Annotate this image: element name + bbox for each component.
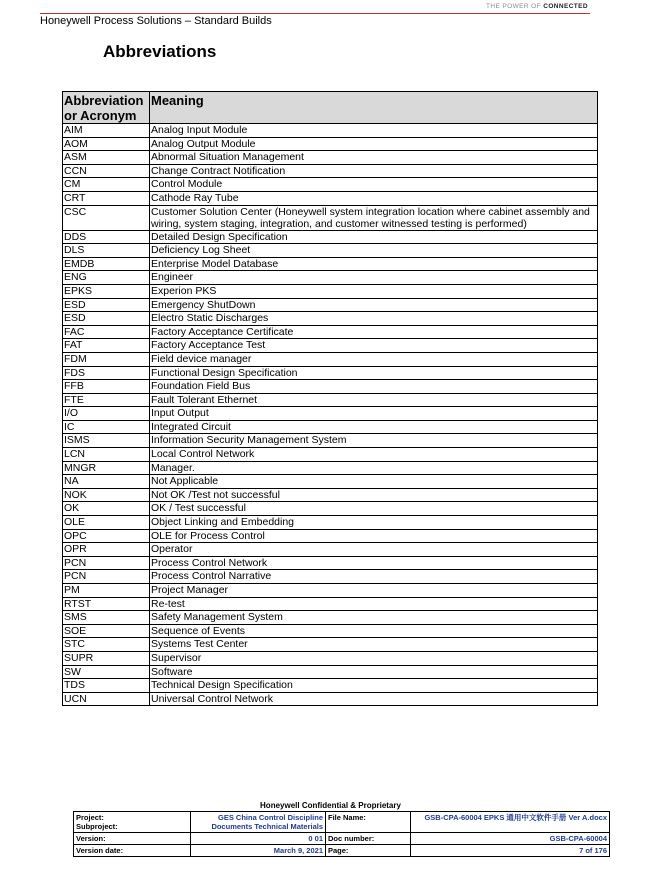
table-row — [63, 325, 598, 339]
meaning-cell: Factory Acceptance Certificate — [150, 325, 598, 339]
project-label: Project: — [76, 813, 104, 822]
abbreviation-cell: ESD — [63, 298, 150, 312]
abbreviation-cell: PM — [63, 584, 150, 598]
abbreviation-cell: IC — [63, 420, 150, 434]
table-row — [63, 434, 598, 448]
meaning-cell: Input Output — [150, 407, 598, 421]
page-value: 7 of 176 — [411, 845, 610, 857]
abbreviation-cell: SMS — [63, 611, 150, 625]
table-row — [63, 151, 598, 165]
meaning-cell: Emergency ShutDown — [150, 298, 598, 312]
abbreviation-cell: SOE — [63, 624, 150, 638]
meaning-cell: Systems Test Center — [150, 638, 598, 652]
abbreviation-cell: FFB — [63, 380, 150, 394]
doc-number-label: Doc number: — [326, 833, 411, 845]
abbreviation-cell: I/O — [63, 407, 150, 421]
abbreviation-cell: LCN — [63, 448, 150, 462]
table-row — [63, 244, 598, 258]
meaning-cell: Functional Design Specification — [150, 366, 598, 380]
table-row — [63, 339, 598, 353]
version-value: 0 01 — [191, 833, 326, 845]
table-row — [63, 352, 598, 366]
table-row — [63, 570, 598, 584]
brand-tagline — [486, 3, 588, 10]
meaning-cell: Fault Tolerant Ethernet — [150, 393, 598, 407]
meaning-cell: Universal Control Network — [150, 692, 598, 706]
abbreviation-cell: FAC — [63, 325, 150, 339]
table-row — [63, 529, 598, 543]
abbreviation-cell: CM — [63, 178, 150, 192]
doc-number-value: GSB-CPA-60004 — [411, 833, 610, 845]
table-row — [63, 380, 598, 394]
abbreviation-cell: OPC — [63, 529, 150, 543]
header-meaning: Meaning — [150, 92, 598, 124]
meaning-cell: Change Contract Notification — [150, 164, 598, 178]
meaning-cell: Abnormal Situation Management — [150, 151, 598, 165]
table-row — [63, 597, 598, 611]
table-row — [63, 407, 598, 421]
table-row — [63, 624, 598, 638]
table-row — [63, 271, 598, 285]
meaning-cell: Not OK /Test not successful — [150, 488, 598, 502]
table-row — [63, 178, 598, 192]
table-row — [63, 516, 598, 530]
version-date-label: Version date: — [74, 845, 191, 857]
abbreviation-cell: CCN — [63, 164, 150, 178]
abbreviation-cell: OPR — [63, 543, 150, 557]
abbreviation-cell: UCN — [63, 692, 150, 706]
table-row — [63, 611, 598, 625]
table-row — [63, 692, 598, 706]
meaning-cell: Not Applicable — [150, 475, 598, 489]
meaning-cell: Re-test — [150, 597, 598, 611]
abbreviation-cell: OK — [63, 502, 150, 516]
meaning-cell: Enterprise Model Database — [150, 257, 598, 271]
meaning-cell: Process Control Network — [150, 556, 598, 570]
project-value: GES China Control Discipline Documents Technical Materials — [191, 812, 326, 833]
table-row — [63, 191, 598, 205]
abbreviation-cell: STC — [63, 638, 150, 652]
table-row — [63, 257, 598, 271]
table-row — [63, 164, 598, 178]
file-name-label: File Name: — [326, 812, 411, 833]
header-abbreviation: Abbreviation or Acronym — [63, 92, 150, 124]
table-row — [63, 205, 598, 230]
meaning-cell: Safety Management System — [150, 611, 598, 625]
subproject-label: Subproject: — [76, 822, 118, 831]
meaning-cell: Manager. — [150, 461, 598, 475]
table-row — [63, 461, 598, 475]
meaning-cell: Foundation Field Bus — [150, 380, 598, 394]
header-divider — [40, 13, 590, 14]
abbreviation-cell: CRT — [63, 191, 150, 205]
table-row — [63, 448, 598, 462]
meaning-cell: Technical Design Specification — [150, 679, 598, 693]
table-row — [63, 366, 598, 380]
abbreviation-cell: NOK — [63, 488, 150, 502]
meaning-cell: Project Manager — [150, 584, 598, 598]
file-name-value: GSB-CPA-60004 EPKS 通用中文软件手册 Ver A.docx — [411, 812, 610, 833]
abbreviation-cell: SUPR — [63, 651, 150, 665]
page-label: Page: — [326, 845, 411, 857]
meaning-cell: Sequence of Events — [150, 624, 598, 638]
abbreviation-cell: MNGR — [63, 461, 150, 475]
meaning-cell: Customer Solution Center (Honeywell system integration location where cabinet assembly and wiring, system staging, integration, and customer witnessed testing is performed) — [150, 205, 598, 230]
meaning-cell: Analog Input Module — [150, 124, 598, 138]
meaning-cell: OK / Test successful — [150, 502, 598, 516]
meaning-cell: OLE for Process Control — [150, 529, 598, 543]
meaning-cell: Supervisor — [150, 651, 598, 665]
meaning-cell: Experion PKS — [150, 284, 598, 298]
version-date-value: March 9, 2021 — [191, 845, 326, 857]
table-row — [63, 651, 598, 665]
table-row — [63, 502, 598, 516]
abbreviation-cell: FAT — [63, 339, 150, 353]
table-row — [63, 679, 598, 693]
abbreviation-cell: FDM — [63, 352, 150, 366]
version-label: Version: — [74, 833, 191, 845]
abbreviation-cell: ESD — [63, 312, 150, 326]
abbreviation-cell: DDS — [63, 230, 150, 244]
meaning-cell: Operator — [150, 543, 598, 557]
abbreviation-cell: CSC — [63, 205, 150, 230]
meaning-cell: Deficiency Log Sheet — [150, 244, 598, 258]
meaning-cell: Information Security Management System — [150, 434, 598, 448]
table-row — [63, 665, 598, 679]
footer-table — [73, 811, 610, 857]
meaning-cell: Electro Static Discharges — [150, 312, 598, 326]
confidential-notice: Honeywell Confidential & Proprietary — [260, 801, 401, 810]
table-header-row — [63, 92, 598, 124]
abbreviation-cell: SW — [63, 665, 150, 679]
meaning-cell: Field device manager — [150, 352, 598, 366]
meaning-cell: Integrated Circuit — [150, 420, 598, 434]
table-body — [63, 124, 598, 706]
table-row — [63, 488, 598, 502]
table-row — [63, 137, 598, 151]
abbreviation-cell: EPKS — [63, 284, 150, 298]
abbreviation-cell: PCN — [63, 556, 150, 570]
table-row — [63, 556, 598, 570]
abbreviations-table — [62, 91, 598, 706]
abbreviation-cell: FDS — [63, 366, 150, 380]
meaning-cell: Engineer — [150, 271, 598, 285]
meaning-cell: Object Linking and Embedding — [150, 516, 598, 530]
page-title: Abbreviations — [103, 42, 217, 61]
abbreviation-cell: DLS — [63, 244, 150, 258]
table-row — [63, 475, 598, 489]
meaning-cell: Software — [150, 665, 598, 679]
meaning-cell: Process Control Narrative — [150, 570, 598, 584]
meaning-cell: Analog Output Module — [150, 137, 598, 151]
tagline-bold: CONNECTED — [543, 3, 588, 10]
table-row — [63, 230, 598, 244]
table-row — [63, 393, 598, 407]
abbreviation-cell: AIM — [63, 124, 150, 138]
abbreviation-cell: FTE — [63, 393, 150, 407]
table-row — [63, 124, 598, 138]
meaning-cell: Factory Acceptance Test — [150, 339, 598, 353]
abbreviation-cell: NA — [63, 475, 150, 489]
meaning-cell: Detailed Design Specification — [150, 230, 598, 244]
abbreviation-cell: PCN — [63, 570, 150, 584]
meaning-cell: Control Module — [150, 178, 598, 192]
meaning-cell: Cathode Ray Tube — [150, 191, 598, 205]
abbreviation-cell: ENG — [63, 271, 150, 285]
abbreviation-cell: TDS — [63, 679, 150, 693]
abbreviation-cell: OLE — [63, 516, 150, 530]
table-row — [63, 638, 598, 652]
abbreviation-cell: RTST — [63, 597, 150, 611]
abbreviation-cell: ISMS — [63, 434, 150, 448]
project-labels — [74, 812, 191, 833]
table-row — [63, 420, 598, 434]
meaning-cell: Local Control Network — [150, 448, 598, 462]
document-header: Honeywell Process Solutions – Standard Builds — [40, 15, 272, 27]
abbreviation-cell: EMDB — [63, 257, 150, 271]
table-row — [63, 543, 598, 557]
table-row — [63, 584, 598, 598]
tagline-prefix: THE POWER OF — [486, 3, 541, 10]
table-row — [63, 312, 598, 326]
abbreviation-cell: ASM — [63, 151, 150, 165]
table-row — [63, 284, 598, 298]
table-row — [63, 298, 598, 312]
abbreviation-cell: AOM — [63, 137, 150, 151]
